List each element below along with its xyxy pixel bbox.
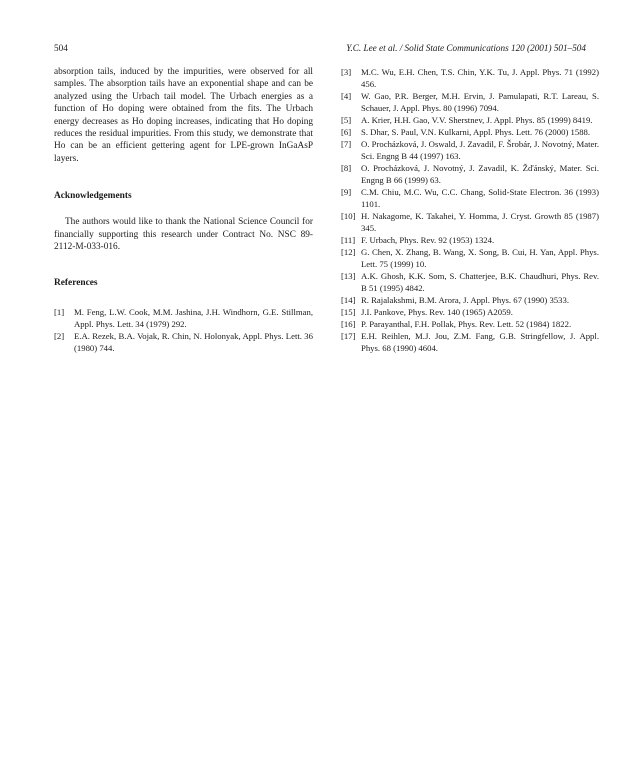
reference-item (341, 270, 599, 294)
references-heading: References (54, 278, 98, 289)
reference-text: R. Rajalakshmi, B.M. Arora, J. Appl. Phys. 67 (1990) 3533. (361, 295, 570, 305)
reference-text: C.M. Chiu, M.C. Wu, C.C. Chang, Solid-State Electron. 36 (1993) 1101. (361, 187, 599, 209)
reference-text: H. Nakagome, K. Takahei, Y. Homma, J. Cryst. Growth 85 (1987) 345. (361, 211, 599, 233)
page-number: 504 (54, 43, 68, 53)
reference-number: [13] (341, 271, 356, 281)
reference-text: E.A. Rezek, B.A. Vojak, R. Chin, N. Holonyak, Appl. Phys. Lett. 36 (1980) 744. (74, 331, 313, 354)
reference-item (341, 294, 599, 306)
body-paragraph: absorption tails, induced by the impurities, were observed for all samples. The absorption tails have an exponential shape and can be analyzed using the Urbach tail model. The Urbach energies as a function of Ho doping were obtained from the fits. The Urbach energy decreases as Ho doping increases, indicating that Ho doping reduces the residual impurities. From this study, we demonstrate that Ho can be an efficient gettering agent for LPE-grown InGaAsP layers. (54, 67, 313, 164)
reference-item (341, 210, 599, 234)
reference-list-left (54, 306, 313, 354)
reference-text: M.C. Wu, E.H. Chen, T.S. Chin, Y.K. Tu, J. Appl. Phys. 71 (1992) 456. (361, 67, 599, 89)
reference-item (341, 114, 599, 126)
reference-number: [15] (341, 307, 356, 317)
reference-item (341, 234, 599, 246)
reference-text: G. Chen, X. Zhang, B. Wang, X. Song, B. Cui, H. Yan, Appl. Phys. Lett. 75 (1999) 10. (361, 247, 599, 269)
reference-item (341, 138, 599, 162)
reference-number: [11] (341, 235, 356, 245)
reference-item (54, 330, 313, 354)
reference-number: [10] (341, 211, 356, 221)
acknowledgements-heading: Acknowledgements (54, 191, 132, 202)
reference-item (54, 306, 313, 330)
reference-list-right (341, 66, 599, 354)
reference-number: [1] (54, 307, 65, 318)
reference-item (341, 162, 599, 186)
page-header (54, 43, 586, 57)
reference-item (341, 66, 599, 90)
running-head: Y.C. Lee et al. / Solid State Communications 120 (2001) 501–504 (346, 43, 586, 53)
reference-text: J.I. Pankove, Phys. Rev. 140 (1965) A2059. (361, 307, 513, 317)
reference-number: [16] (341, 319, 356, 329)
acknowledgements-text: The authors would like to thank the National Science Council for financially supporting this research under Contract No. NSC 89-2112-M-033-016. (54, 217, 313, 253)
reference-text: F. Urbach, Phys. Rev. 92 (1953) 1324. (361, 235, 495, 245)
reference-number: [9] (341, 187, 352, 197)
reference-number: [3] (341, 67, 352, 77)
reference-text: O. Procházková, J. Oswald, J. Zavadil, F. Šrobár, J. Novotný, Mater. Sci. Engng B 44 (1997) 163. (361, 139, 599, 161)
reference-item (341, 126, 599, 138)
reference-number: [4] (341, 91, 352, 101)
reference-text: P. Parayanthal, F.H. Pollak, Phys. Rev. Lett. 52 (1984) 1822. (361, 319, 572, 329)
reference-text: E.H. Reihlen, M.J. Jou, Z.M. Fang, G.B. Stringfellow, J. Appl. Phys. 68 (1990) 4604. (361, 331, 599, 353)
reference-text: A.K. Ghosh, K.K. Som, S. Chatterjee, B.K. Chaudhuri, Phys. Rev. B 51 (1995) 4842. (361, 271, 599, 293)
reference-item (341, 186, 599, 210)
reference-text: M. Feng, L.W. Cook, M.M. Jashina, J.H. Windhorn, G.E. Stillman, Appl. Phys. Lett. 34 (1979) 292. (74, 307, 313, 330)
reference-text: S. Dhar, S. Paul, V.N. Kulkarni, Appl. Phys. Lett. 76 (2000) 1588. (361, 127, 591, 137)
reference-item (341, 318, 599, 330)
reference-text: W. Gao, P.R. Berger, M.H. Ervin, J. Pamulapati, R.T. Lareau, S. Schauer, J. Appl. Phys. 80 (1996) 7094. (361, 91, 599, 113)
reference-number: [7] (341, 139, 352, 149)
reference-item (341, 330, 599, 354)
reference-number: [14] (341, 295, 356, 305)
reference-text: A. Krier, H.H. Gao, V.V. Sherstnev, J. Appl. Phys. 85 (1999) 8419. (361, 115, 593, 125)
left-column (54, 66, 313, 354)
reference-number: [5] (341, 115, 352, 125)
reference-item (341, 246, 599, 270)
reference-number: [2] (54, 331, 65, 342)
right-column (341, 66, 599, 354)
reference-number: [6] (341, 127, 352, 137)
reference-text: O. Procházková, J. Novotný, J. Zavadil, K. Žďánský, Mater. Sci. Engng B 66 (1999) 63. (361, 163, 599, 185)
reference-number: [12] (341, 247, 356, 257)
reference-number: [8] (341, 163, 352, 173)
reference-item (341, 90, 599, 114)
reference-item (341, 306, 599, 318)
reference-number: [17] (341, 331, 356, 341)
